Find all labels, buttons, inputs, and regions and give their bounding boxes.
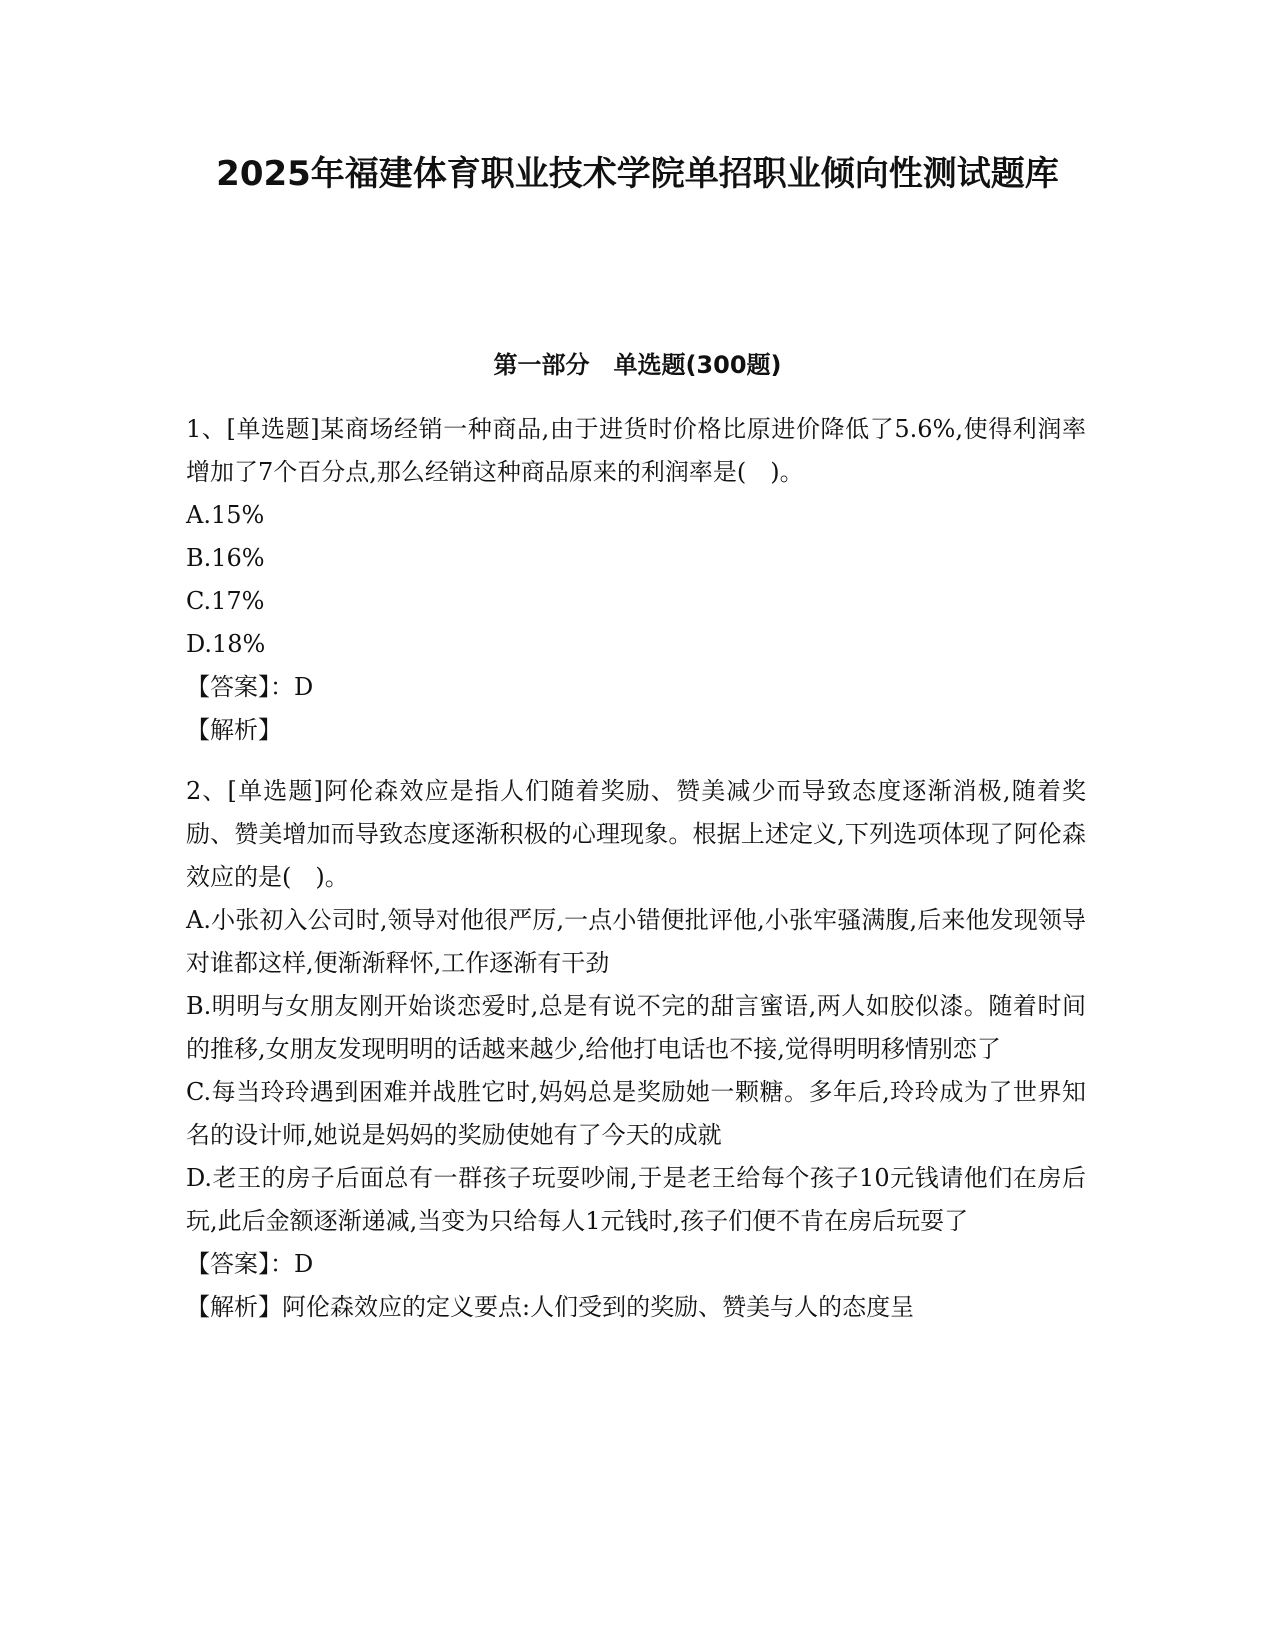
option-d: D.18% (186, 630, 266, 658)
document-title: 2025年福建体育职业技术学院单招职业倾向性测试题库 (216, 154, 1059, 194)
analysis-line: 【解析】 (186, 716, 282, 744)
option-b: B.明明与女朋友刚开始谈恋爱时,总是有说不完的甜言蜜语,两人如胶似漆。随着时间的推移,女朋友发现明明的话越来越少,给他打电话也不接,觉得明明移情别恋了 (186, 992, 1086, 1063)
analysis-line: 【解析】阿伦森效应的定义要点:人们受到的奖励、赞美与人的态度呈 (186, 1293, 915, 1321)
question-stem: 1、[单选题]某商场经销一种商品,由于进货时价格比原进价降低了5.6%,使得利润率增加了7个百分点,那么经销这种商品原来的利润率是( )。 (186, 415, 1086, 486)
question-item (186, 408, 1086, 752)
section-heading: 第一部分 单选题(300题) (493, 351, 782, 379)
option-c: C.17% (186, 587, 265, 615)
answer-line: 【答案】：D (186, 1250, 314, 1278)
option-d: D.老王的房子后面总有一群孩子玩耍吵闹,于是老王给每个孩子10元钱请他们在房后玩,此后金额逐渐递减,当变为只给每人1元钱时,孩子们便不肯在房后玩耍了 (186, 1164, 1086, 1235)
option-c: C.每当玲玲遇到困难并战胜它时,妈妈总是奖励她一颗糖。多年后,玲玲成为了世界知名的设计师,她说是妈妈的奖励使她有了今天的成就 (186, 1078, 1086, 1149)
option-a: A.小张初入公司时,领导对他很严厉,一点小错便批评他,小张牢骚满腹,后来他发现领导对谁都这样,便渐渐释怀,工作逐渐有干劲 (186, 906, 1086, 977)
question-item (186, 770, 1086, 1329)
option-a: A.15% (186, 501, 265, 529)
question-stem: 2、[单选题]阿伦森效应是指人们随着奖励、赞美减少而导致态度逐渐消极,随着奖励、赞美增加而导致态度逐渐积极的心理现象。根据上述定义,下列选项体现了阿伦森效应的是( )。 (186, 777, 1086, 891)
question-list (186, 408, 1086, 1347)
answer-line: 【答案】：D (186, 673, 314, 701)
option-b: B.16% (186, 544, 265, 572)
